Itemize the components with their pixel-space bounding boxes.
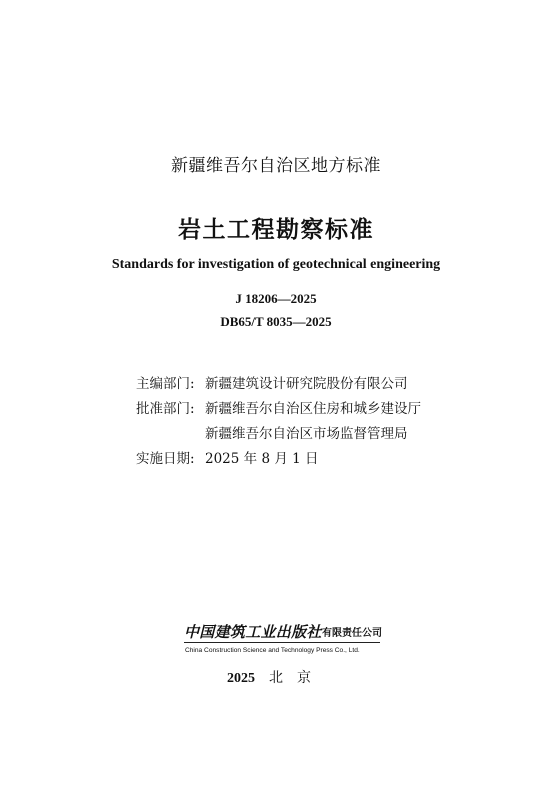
approver-label: 批准部门:	[136, 401, 195, 417]
editor-label: 主编部门:	[136, 376, 195, 392]
approver-value-2: 新疆维吾尔自治区市场监督管理局	[205, 426, 408, 442]
standard-code-j: J 18206—2025	[235, 291, 317, 306]
series-title: 新疆维吾尔自治区地方标准	[171, 156, 381, 176]
page-title: 岩土工程勘察标准	[178, 216, 374, 243]
english-title: Standards for investigation of geotechnical engineering	[111, 257, 441, 272]
approver-row	[136, 397, 421, 417]
publisher-divider	[184, 642, 380, 643]
effective-date-row	[136, 447, 319, 467]
imprint-year: 2025	[227, 671, 255, 686]
approver-row-continued	[136, 422, 408, 442]
publisher-logo	[184, 621, 382, 661]
standard-code-db: DB65/T 8035—2025	[220, 314, 332, 329]
editor-row	[136, 372, 408, 392]
effective-date-value: 2025 年 8 月 1 日	[205, 451, 319, 467]
publisher-name-cn: 中国建筑工业出版社	[184, 623, 322, 641]
publisher-name-cn-suffix: 有限责任公司	[322, 628, 382, 639]
effective-date-label: 实施日期:	[136, 451, 195, 467]
approver-value-1: 新疆维吾尔自治区住房和城乡建设厅	[205, 401, 421, 417]
editor-value: 新疆建筑设计研究院股份有限公司	[205, 376, 408, 392]
publisher-name-en: China Construction Science and Technology Press Co., Ltd.	[185, 647, 360, 654]
imprint	[0, 667, 552, 687]
imprint-city: 北京	[269, 670, 325, 686]
